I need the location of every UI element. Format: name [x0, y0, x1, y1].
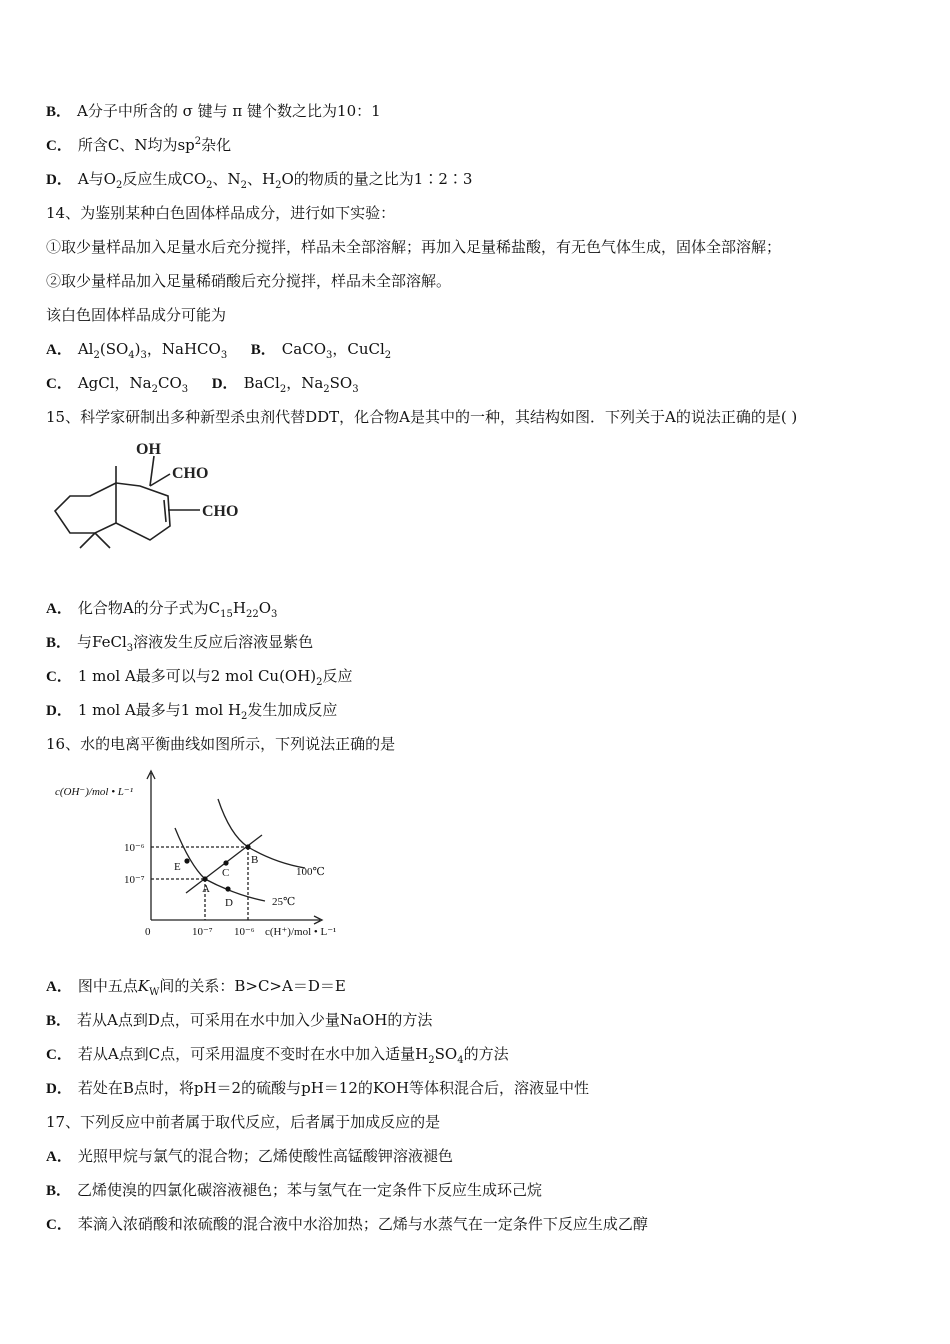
- x-tick-1e-6: 10⁻⁶: [234, 926, 255, 938]
- text: 若从A点到D点，可采用在水中加入少量NaOH的方法: [77, 1011, 433, 1029]
- subscript: 2: [279, 384, 287, 395]
- text: ，NaHCO: [146, 340, 221, 358]
- q14-step-2: ②取少量样品加入足量稀硝酸后充分搅拌，样品未全部溶解。: [46, 272, 452, 290]
- x-axis-label: c(H⁺)/mol • L⁻¹: [265, 926, 337, 938]
- option-label: D．: [46, 1081, 72, 1097]
- subscript: 2: [275, 180, 282, 191]
- option-label: C．: [46, 1047, 72, 1063]
- point-d: [225, 886, 230, 891]
- text: 1 mol A最多可以与2 mol Cu(OH): [77, 667, 317, 685]
- q14-question: 该白色固体样品成分可能为: [46, 306, 227, 324]
- text: 1 mol A最多与1 mol H: [77, 701, 242, 719]
- q13-option-b: [46, 101, 381, 122]
- curve-100c-label: 100℃: [296, 866, 325, 878]
- text: 乙烯使溴的四氯化碳溶液褪色；苯与氢气在一定条件下反应生成环己烷: [77, 1181, 543, 1199]
- text: A与O: [77, 170, 116, 188]
- text: O的物质的量之比为1∶2∶3: [281, 170, 473, 188]
- subscript: 2: [93, 350, 100, 361]
- text: ，Na: [286, 374, 324, 392]
- oh-label: OH: [136, 441, 161, 458]
- point-b-label: B: [251, 854, 259, 866]
- q15-option-b: [46, 632, 313, 653]
- text: 与FeCl: [77, 633, 127, 651]
- subscript: W: [149, 987, 160, 998]
- q17-option-c: [46, 1214, 648, 1235]
- point-c: [223, 860, 228, 865]
- text: 苯滴入浓硝酸和浓硫酸的混合液中水浴加热；乙烯与水蒸气在一定条件下反应生成乙醇: [77, 1215, 648, 1233]
- subscript: 3: [126, 643, 134, 654]
- text: 图中五点: [77, 977, 138, 995]
- y-tick-1e-6: 10⁻⁶: [124, 842, 145, 854]
- text: 、N: [212, 170, 241, 188]
- right-ring: [116, 483, 170, 540]
- subscript: 2: [115, 180, 123, 191]
- text: ): [134, 340, 141, 358]
- subscript: 15: [220, 609, 233, 620]
- q14-options-ab: [46, 339, 391, 360]
- text: SO: [329, 374, 353, 392]
- text: 若处在B点时，将pH＝2的硫酸与pH＝12的KOH等体积混合后，溶液显中性: [77, 1079, 590, 1097]
- subscript: 3: [220, 350, 228, 361]
- text: 、H: [247, 170, 276, 188]
- text: CaCO: [281, 340, 326, 358]
- subscript: 3: [326, 350, 333, 361]
- point-b: [245, 844, 250, 849]
- text: H: [232, 599, 246, 617]
- option-label: B．: [250, 342, 276, 358]
- chart-svg: [50, 765, 360, 945]
- text: 若从A点到C点，可采用温度不变时在水中加入适量H: [77, 1045, 429, 1063]
- text: 光照甲烷与氯气的混合物；乙烯使酸性高锰酸钾溶液褪色: [77, 1147, 453, 1165]
- oh-bond: [150, 456, 154, 486]
- point-a: [202, 876, 207, 881]
- text: AgCl，Na: [77, 374, 152, 392]
- superscript: 2: [194, 136, 202, 147]
- option-label: C．: [46, 1217, 72, 1233]
- point-e: [184, 858, 189, 863]
- q14-options-cd: [46, 373, 359, 394]
- y-tick-1e-7: 10⁻⁷: [124, 874, 145, 886]
- y-axis-label: c(OH⁻)/mol • L⁻¹: [55, 786, 134, 798]
- subscript: 4: [457, 1055, 464, 1066]
- subscript: 2: [206, 180, 213, 191]
- q16-option-a: [46, 976, 346, 997]
- option-text: 所含C、N均为sp: [77, 136, 195, 154]
- q15-option-c: [46, 666, 353, 687]
- q16-stem: 16、水的电离平衡曲线如图所示，下列说法正确的是: [46, 735, 396, 753]
- text: 反应生成CO: [122, 170, 207, 188]
- subscript: 3: [271, 609, 278, 620]
- subscript: 2: [323, 384, 330, 395]
- subscript: 2: [240, 180, 248, 191]
- subscript: 2: [384, 350, 392, 361]
- left-ring: [55, 483, 116, 533]
- option-label: D．: [46, 172, 72, 188]
- q13-option-d: [46, 169, 472, 190]
- subscript: 3: [181, 384, 189, 395]
- text: BaCl: [243, 374, 280, 392]
- q14-step-1: ①取少量样品加入足量水后充分搅拌，样品未全部溶解；再加入足量稀盐酸，有无色气体生成，固体全部溶解；: [46, 238, 782, 256]
- q16-option-c: [46, 1044, 509, 1065]
- q17-option-a: [46, 1146, 453, 1167]
- option-label: C．: [46, 669, 72, 685]
- text: 溶液发生反应后溶液显紫色: [133, 633, 314, 651]
- subscript: 3: [352, 384, 359, 395]
- q15-option-a: [46, 598, 277, 619]
- subscript: 2: [428, 1055, 435, 1066]
- option-label: B．: [46, 1183, 72, 1199]
- text: 反应: [322, 667, 353, 685]
- option-label: B．: [46, 635, 72, 651]
- text: ，CuCl: [332, 340, 385, 358]
- q15-option-d: [46, 700, 337, 721]
- option-label: A．: [46, 342, 72, 358]
- point-c-label: C: [222, 867, 230, 879]
- cho-bond: [150, 474, 170, 486]
- cho-label-top: CHO: [172, 465, 209, 482]
- text: 间的关系：B>C>A＝D＝E: [159, 977, 346, 995]
- subscript: 22: [245, 609, 259, 620]
- option-label: B．: [46, 1013, 72, 1029]
- text: 化合物A的分子式为C: [77, 599, 221, 617]
- point-a-label: A: [202, 883, 210, 895]
- double-bond: [164, 500, 166, 522]
- q17-stem: 17、下列反应中前者属于取代反应，后者属于加成反应的是: [46, 1113, 441, 1131]
- text: 发生加成反应: [247, 701, 338, 719]
- kw-symbol: K: [137, 977, 150, 995]
- option-text: 杂化: [201, 136, 232, 154]
- subscript: 4: [128, 350, 135, 361]
- x-tick-1e-7: 10⁻⁷: [192, 926, 213, 938]
- curve-25c-label: 25℃: [272, 896, 296, 908]
- option-label: A．: [46, 601, 72, 617]
- option-label: C．: [46, 376, 72, 392]
- q17-option-b: [46, 1180, 542, 1201]
- q14-stem: 14、为鉴别某种白色固体样品成分，进行如下实验：: [46, 204, 396, 222]
- methyl-bond: [95, 533, 110, 548]
- option-label: C．: [46, 138, 72, 154]
- option-text: A分子中所含的 σ 键与 π 键个数之比为10：1: [77, 102, 381, 120]
- cho-label-right: CHO: [202, 503, 239, 520]
- q16-water-ionization-chart: [50, 765, 360, 945]
- q16-option-b: [46, 1010, 432, 1031]
- text: Al: [77, 340, 94, 358]
- methyl-bond: [80, 533, 95, 548]
- q16-option-d: [46, 1078, 589, 1099]
- option-label: B．: [46, 104, 72, 120]
- text: CO: [158, 374, 182, 392]
- text: SO: [434, 1045, 458, 1063]
- subscript: 2: [316, 677, 323, 688]
- subscript: 2: [241, 711, 248, 722]
- text: 的方法: [463, 1045, 509, 1063]
- q13-option-c: [46, 135, 231, 156]
- q15-stem: 15、科学家研制出多种新型杀虫剂代替DDT，化合物A是其中的一种，其结构如图．下列关于A的说法正确的是( ): [46, 408, 798, 426]
- point-d-label: D: [225, 897, 233, 909]
- subscript: 2: [151, 384, 158, 395]
- option-label: D．: [46, 703, 72, 719]
- q15-structure-figure: [50, 438, 270, 558]
- point-e-label: E: [174, 861, 181, 873]
- subscript: 3: [140, 350, 147, 361]
- text: (SO: [99, 340, 129, 358]
- option-label: D．: [211, 376, 238, 392]
- curve-100c: [218, 799, 305, 868]
- molecule-structure: [50, 438, 270, 558]
- origin-label: 0: [145, 926, 151, 938]
- option-label: A．: [46, 1149, 72, 1165]
- text: O: [258, 599, 272, 617]
- option-label: A．: [46, 979, 72, 995]
